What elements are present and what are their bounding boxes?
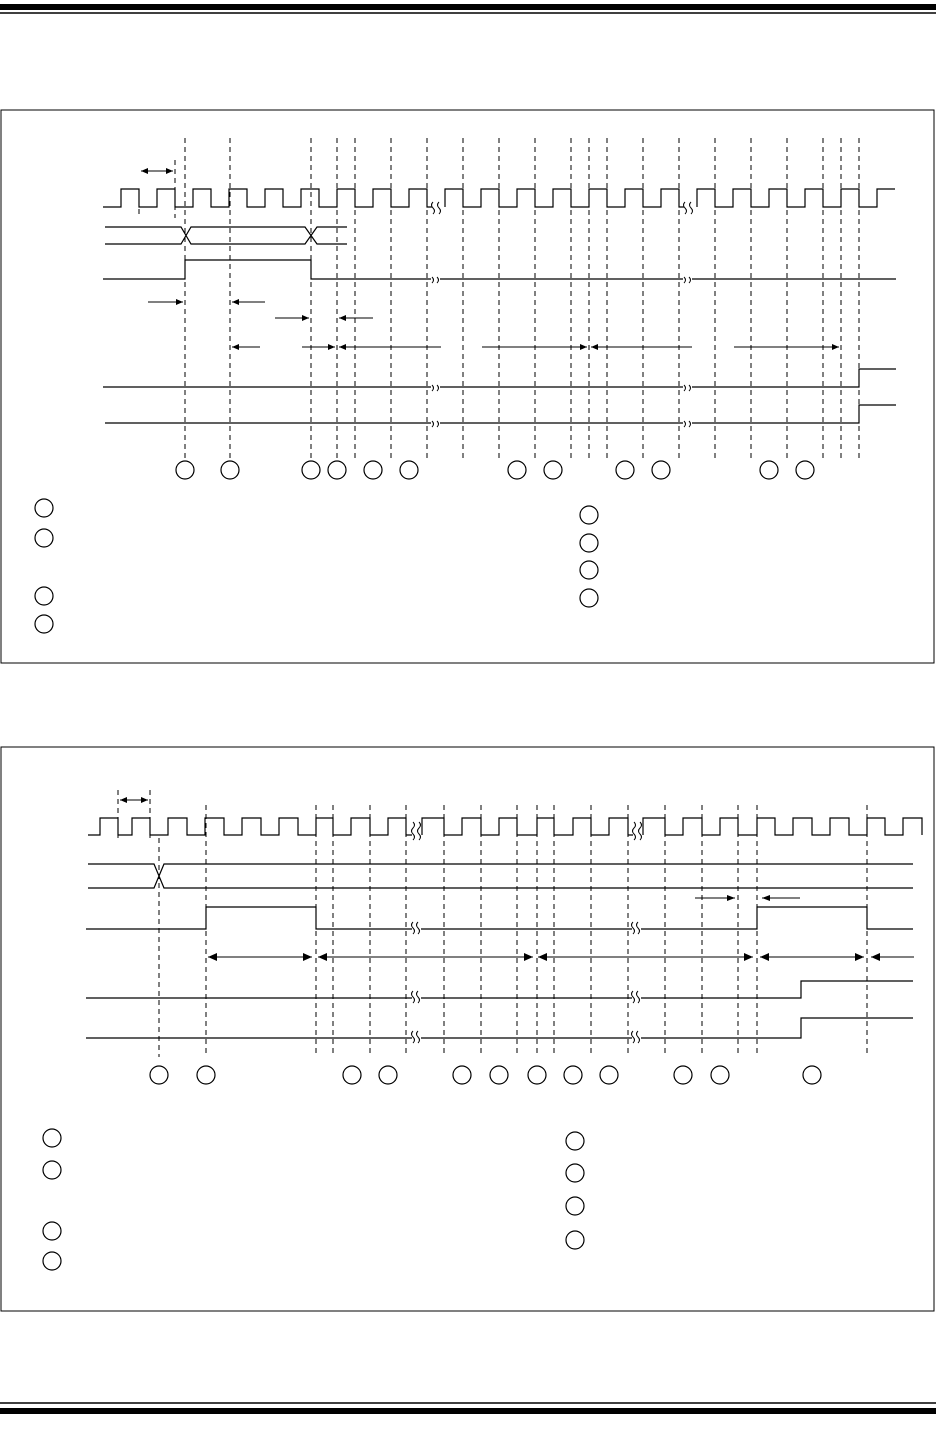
event-marker xyxy=(508,461,526,479)
figure-1-clock-signal xyxy=(103,189,895,207)
event-marker xyxy=(652,461,670,479)
event-marker xyxy=(197,1066,215,1084)
event-marker xyxy=(760,461,778,479)
figure-1-output-breaks xyxy=(432,385,691,427)
figure-1 xyxy=(1,110,934,663)
figure-1-strobe-break xyxy=(432,277,691,283)
legend-marker xyxy=(580,589,598,607)
figure-2-data-bus xyxy=(88,864,913,888)
figure-2-frame xyxy=(1,747,934,1311)
legend-marker xyxy=(43,1252,61,1270)
event-marker xyxy=(379,1066,397,1084)
figure-1-clock-break-1 xyxy=(432,202,441,214)
legend-marker xyxy=(43,1161,61,1179)
event-marker xyxy=(364,461,382,479)
figure-1-clock-break-2 xyxy=(684,202,693,214)
figure-2-setup-arrows xyxy=(695,895,800,901)
figure-2-output-breaks xyxy=(412,991,640,1043)
event-marker xyxy=(796,461,814,479)
figure-1-period-arrow xyxy=(141,168,173,174)
figure-2-strobe-signal xyxy=(86,907,913,929)
legend-marker xyxy=(43,1129,61,1147)
header-rule xyxy=(0,4,936,13)
legend-marker xyxy=(580,534,598,552)
figure-2-legend-right xyxy=(566,1132,584,1249)
event-marker xyxy=(616,461,634,479)
event-marker xyxy=(221,461,239,479)
event-marker xyxy=(490,1066,508,1084)
legend-marker xyxy=(35,615,53,633)
figure-2-clock-signal xyxy=(88,818,922,835)
event-marker xyxy=(528,1066,546,1084)
event-marker xyxy=(150,1066,168,1084)
figure-1-guides xyxy=(139,138,859,460)
figure-2-interval-arrows xyxy=(208,953,914,961)
figure-2-strobe-breaks xyxy=(412,922,640,934)
event-marker xyxy=(564,1066,582,1084)
legend-marker xyxy=(43,1222,61,1240)
legend-marker xyxy=(566,1164,584,1182)
legend-marker xyxy=(566,1197,584,1215)
footer-rule xyxy=(0,1403,936,1414)
figure-2-output-signal-1 xyxy=(86,981,913,998)
legend-marker xyxy=(580,506,598,524)
event-marker xyxy=(674,1066,692,1084)
figure-1-timing-arrows-1 xyxy=(148,299,373,321)
event-marker xyxy=(343,1066,361,1084)
event-marker xyxy=(328,461,346,479)
figure-1-event-markers xyxy=(176,461,814,479)
figure-2-period-arrow xyxy=(120,797,148,803)
event-marker xyxy=(600,1066,618,1084)
figure-2-clock-breaks xyxy=(412,822,642,840)
legend-marker xyxy=(580,561,598,579)
figure-2-output-signal-2 xyxy=(86,1018,913,1038)
figure-2 xyxy=(1,747,934,1311)
figure-2-legend-left xyxy=(43,1129,61,1270)
event-marker xyxy=(176,461,194,479)
legend-marker xyxy=(566,1231,584,1249)
figure-2-event-markers xyxy=(150,1066,821,1084)
event-marker xyxy=(453,1066,471,1084)
event-marker xyxy=(302,461,320,479)
legend-marker xyxy=(35,499,53,517)
event-marker xyxy=(400,461,418,479)
figure-1-legend-right xyxy=(580,506,598,607)
legend-marker xyxy=(35,529,53,547)
event-marker xyxy=(803,1066,821,1084)
event-marker xyxy=(711,1066,729,1084)
event-marker xyxy=(544,461,562,479)
figure-1-output-signal-2 xyxy=(105,405,896,423)
legend-marker xyxy=(35,587,53,605)
figure-2-guides xyxy=(118,790,867,1057)
figure-1-legend-left xyxy=(35,499,53,633)
legend-marker xyxy=(566,1132,584,1150)
